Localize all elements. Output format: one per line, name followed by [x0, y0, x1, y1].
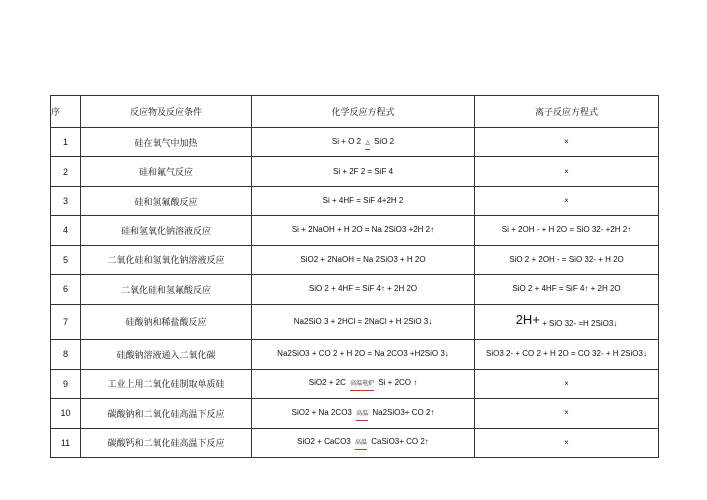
row-ionic: Si + 2OH - + H 2O = SiO 32- +2H 2↑ [475, 216, 659, 245]
row-ionic [475, 304, 659, 340]
equation-text: SiO2 + 2NaOH = Na 2SiO3 + H 2O [300, 254, 426, 264]
header-ionic: 离子反应方程式 [475, 96, 659, 128]
reaction-condition-mark: 高温电炉 [350, 378, 374, 390]
row-number: 8 [51, 340, 81, 369]
ionic-text: + SiO 32- =H 2SiO3↓ [539, 318, 618, 328]
row-condition: 硅酸钠和稀盐酸反应 [81, 304, 252, 340]
row-number: 3 [51, 186, 81, 215]
equation-text: SiO2 + CaCO3 [297, 437, 353, 447]
row-number: 6 [51, 275, 81, 304]
row-equation [252, 428, 475, 457]
table-row [51, 369, 659, 398]
reaction-condition-mark: 高温 [355, 437, 367, 449]
equation-text: SiO2 + Na 2CO3 [291, 407, 355, 417]
header-equation: 化学反应方程式 [252, 96, 475, 128]
equation-text: Si + O 2 [331, 136, 364, 146]
row-number: 11 [51, 428, 81, 457]
row-condition: 硅和氟气反应 [81, 157, 252, 186]
row-number: 10 [51, 399, 81, 428]
ionic-text: 2H+ [515, 311, 540, 327]
row-ionic: SiO 2 + 2OH - = SiO 32- + H 2O [475, 245, 659, 274]
row-ionic: × [475, 157, 659, 186]
header-reactants: 反应物及反应条件 [81, 96, 252, 128]
row-number: 7 [51, 304, 81, 340]
row-number: 1 [51, 128, 81, 157]
row-equation [252, 399, 475, 428]
row-condition: 硅在氧气中加热 [81, 128, 252, 157]
row-equation [252, 186, 475, 215]
table-row [51, 275, 659, 304]
row-equation [252, 304, 475, 340]
table-row [51, 245, 659, 274]
row-condition: 硅和氢氧化钠溶液反应 [81, 216, 252, 245]
row-ionic: SiO3 2- + CO 2 + H 2O = CO 32- + H 2SiO3↓ [475, 340, 659, 369]
equation-text: Si + 2F 2 = SiF 4 [332, 166, 394, 176]
equation-text: SiO 2 + 4HF = SiF 4↑ + 2H 2O [308, 284, 418, 294]
table-row [51, 399, 659, 428]
row-number: 2 [51, 157, 81, 186]
equation-text: CaSiO3+ CO 2↑ [369, 437, 429, 447]
equation-text: Si + 2CO ↑ [376, 378, 418, 388]
reaction-condition-mark: △ [365, 137, 370, 149]
table-row [51, 304, 659, 340]
row-ionic: × [475, 428, 659, 457]
row-equation [252, 245, 475, 274]
row-ionic: × [475, 399, 659, 428]
row-condition: 硅酸钠溶液通入二氧化碳 [81, 340, 252, 369]
row-number: 9 [51, 369, 81, 398]
table-row [51, 216, 659, 245]
row-ionic: × [475, 186, 659, 215]
row-equation [252, 369, 475, 398]
header-index: 序 [51, 96, 81, 128]
row-number: 4 [51, 216, 81, 245]
equation-text: Si + 4HF = SiF 4+2H 2 [322, 196, 404, 206]
row-equation [252, 275, 475, 304]
table-row [51, 340, 659, 369]
table-row [51, 428, 659, 457]
table-row [51, 128, 659, 157]
row-equation [252, 340, 475, 369]
table-row [51, 157, 659, 186]
row-condition: 硅和氢氟酸反应 [81, 186, 252, 215]
table-header-row [51, 96, 659, 128]
row-condition: 碳酸钙和二氧化硅高温下反应 [81, 428, 252, 457]
row-condition: 工业上用二氧化硅制取单质硅 [81, 369, 252, 398]
reaction-condition-mark: 高温 [356, 408, 368, 420]
row-ionic: × [475, 128, 659, 157]
row-ionic: × [475, 369, 659, 398]
equation-text: Si + 2NaOH + H 2O = Na 2SiO3 +2H 2↑ [291, 225, 435, 235]
row-equation [252, 128, 475, 157]
equation-text: Na2SiO 3 + 2HCl = 2NaCl + H 2SiO 3↓ [293, 316, 433, 326]
row-condition: 二氧化硅和氢氟酸反应 [81, 275, 252, 304]
equation-text: SiO2 + 2C [308, 378, 349, 388]
row-ionic: SiO 2 + 4HF = SiF 4↑ + 2H 2O [475, 275, 659, 304]
row-equation [252, 216, 475, 245]
row-number: 5 [51, 245, 81, 274]
equation-text: SiO 2 [371, 136, 395, 146]
table-row [51, 186, 659, 215]
equation-text: Na2SiO3+ CO 2↑ [370, 407, 435, 417]
row-equation [252, 157, 475, 186]
equation-text: Na2SiO3 + CO 2 + H 2O = Na 2CO3 +H2SiO 3↓ [277, 349, 449, 359]
row-condition: 二氧化硅和氢氧化钠溶液反应 [81, 245, 252, 274]
reaction-table [50, 95, 659, 458]
row-condition: 碳酸钠和二氧化硅高温下反应 [81, 399, 252, 428]
